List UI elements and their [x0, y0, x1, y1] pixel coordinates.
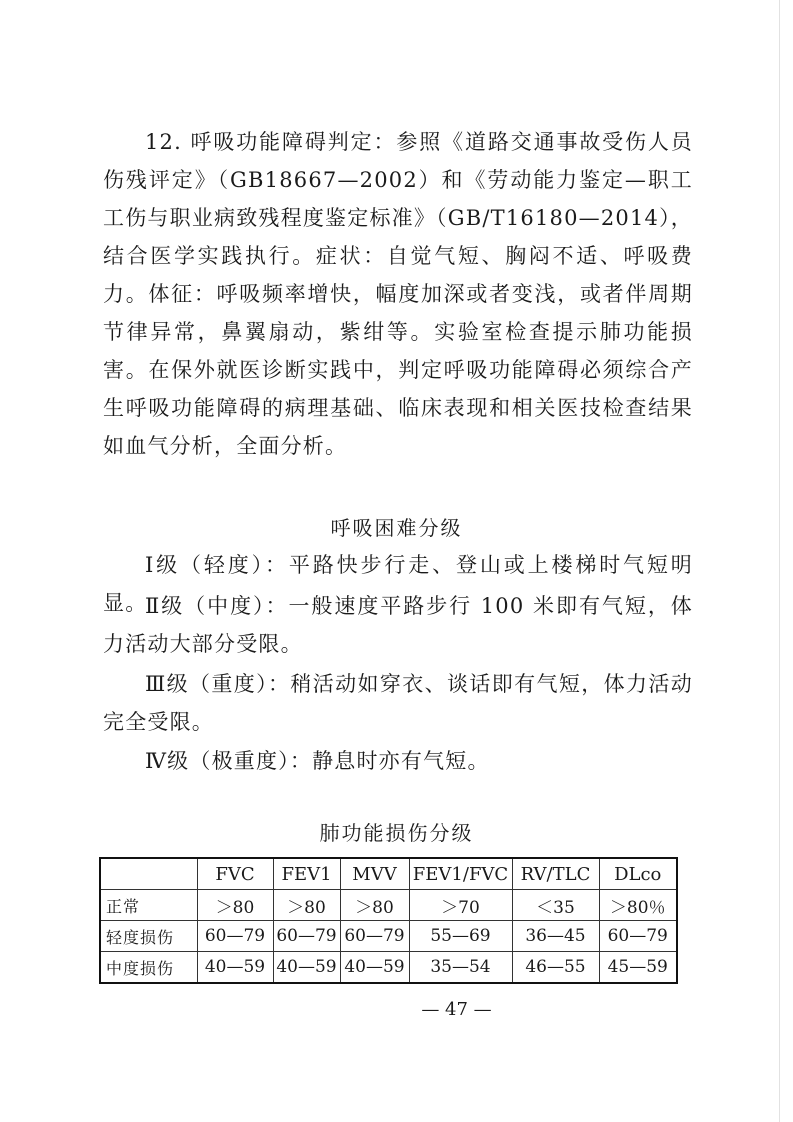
dyspnea-grade-3: Ⅲ级（重度）：稍活动如穿衣、谈话即有气短，体力活动完全受限。	[103, 672, 693, 734]
lung-function-table	[99, 857, 678, 984]
header-cell-fvc: FVC	[197, 858, 273, 890]
table-cell: 60—79	[340, 921, 409, 952]
header-cell-rv-tlc: RV/TLC	[512, 858, 599, 890]
dyspnea-grade-1: Ⅰ级（轻度）：平路快步行走、登山或上楼梯时气短明显。	[103, 553, 693, 615]
table-cell: ＜35	[512, 890, 599, 921]
table-cell: 40—59	[340, 952, 409, 984]
table-cell: 60—79	[599, 921, 677, 952]
lung-function-table-title: 肺功能损伤分级	[319, 821, 474, 845]
table-cell: 40—59	[197, 952, 273, 984]
table-cell: ＞80	[273, 890, 340, 921]
header-cell-fev1: FEV1	[273, 858, 340, 890]
table-header-row	[100, 858, 677, 890]
section-12-paragraph: 12. 呼吸功能障碍判定：参照《道路交通事故受伤人员伤残评定》（GB18667—2002）和《劳动能力鉴定—职工工伤与职业病致残程度鉴定标准》（GB/T16180—2014），结合医学实践执行。症状：自觉气短、胸闷不适、呼吸费力。体征：呼吸频率增快，幅度加深或者变浅，或者伴周期节律异常，鼻翼扇动，紫绀等。实验室检查提示肺功能损害。在保外就医诊断实践中，判定呼吸功能障碍必须综合产生呼吸功能障碍的病理基础、临床表现和相关医技检查结果如血气分析，全面分析。	[103, 130, 693, 458]
table-cell: 35—54	[409, 952, 512, 984]
table-cell: ＞80	[340, 890, 409, 921]
table-cell: ＞80％	[599, 890, 677, 921]
table-cell: 45—59	[599, 952, 677, 984]
table-cell: 36—45	[512, 921, 599, 952]
header-cell-empty	[100, 858, 197, 890]
row-label: 中度损伤	[100, 952, 197, 984]
page-edge-line	[779, 0, 780, 1122]
table-cell: ＞70	[409, 890, 512, 921]
row-label: 正常	[100, 890, 197, 921]
dyspnea-grading-title: 呼吸困难分级	[330, 516, 463, 540]
table-cell: ＞80	[197, 890, 273, 921]
dyspnea-grade-4: Ⅳ级（极重度）：静息时亦有气短。	[145, 749, 490, 773]
table-cell: 55—69	[409, 921, 512, 952]
table-row	[100, 890, 677, 921]
table-cell: 60—79	[273, 921, 340, 952]
header-cell-dlco: DLco	[599, 858, 677, 890]
dyspnea-grade-2: Ⅱ级（中度）：一般速度平路步行 100 米即有气短，体力活动大部分受限。	[103, 594, 693, 656]
page-number: — 47 —	[421, 999, 492, 1020]
header-cell-fev1-fvc: FEV1/FVC	[409, 858, 512, 890]
header-cell-mvv: MVV	[340, 858, 409, 890]
table-row	[100, 921, 677, 952]
table-cell: 40—59	[273, 952, 340, 984]
table-cell: 60—79	[197, 921, 273, 952]
row-label: 轻度损伤	[100, 921, 197, 952]
table-row	[100, 952, 677, 984]
table-cell: 46—55	[512, 952, 599, 984]
